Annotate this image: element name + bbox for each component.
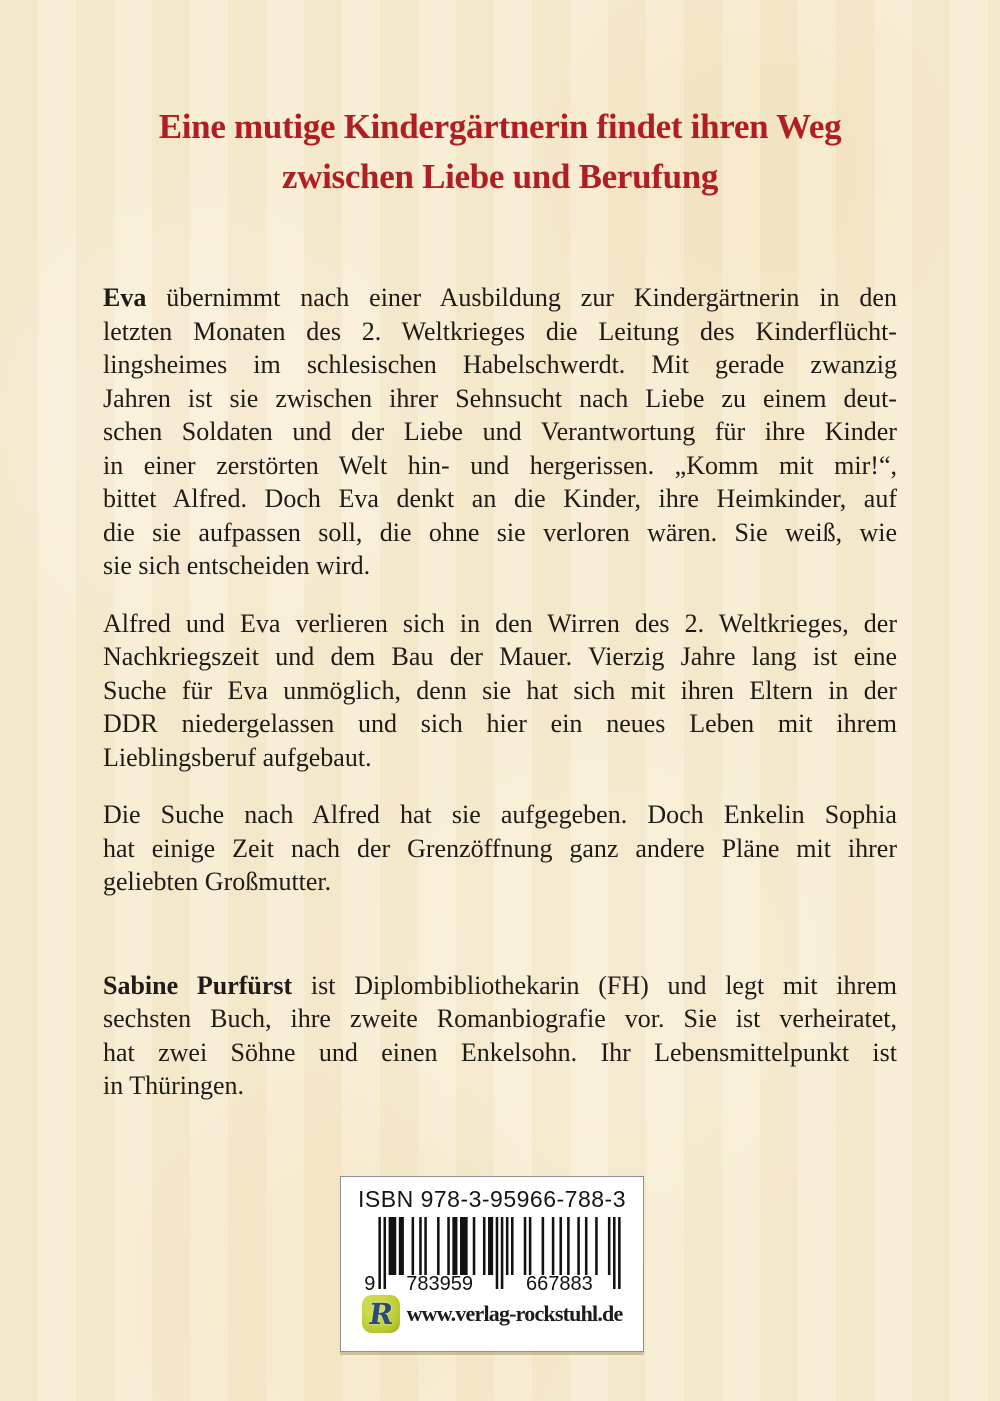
- text-line: Nachkriegszeit und dem Bau der Mauer. Vierzig Jahre lang ist eine: [103, 642, 898, 671]
- publisher-url: www.verlag-rockstuhl.de: [406, 1301, 623, 1326]
- text-line: in Thüringen.: [103, 1071, 245, 1100]
- text-line: Lieblingsberuf aufgebaut.: [103, 742, 372, 772]
- text-line: lingsheimes im schlesischen Habelschwerdt. Mit gerade zwanzig: [103, 350, 898, 379]
- text-line: DDR niedergelassen und sich hier ein neues Leben mit ihrem: [103, 709, 898, 738]
- text-line: in einer zerstörten Welt hin- und hergerissen. „Komm mit mir!“,: [103, 450, 897, 480]
- synopsis-paragraph-3: [103, 798, 897, 899]
- logo-letter: R: [366, 1296, 396, 1331]
- text-line: geliebten Großmutter.: [103, 867, 332, 896]
- text-line: Alfred und Eva verlieren sich in den Wirren des 2. Weltkrieges, der: [103, 608, 897, 638]
- svg-text:667883: 667883: [526, 1273, 593, 1293]
- body-text: [103, 281, 897, 1103]
- publisher-row: [341, 1295, 643, 1333]
- author-bio-paragraph: [103, 969, 897, 1103]
- text-line: sechsten Buch, ihre zweite Romanbiografie vor. Sie ist verheiratet,: [103, 1004, 897, 1033]
- text-line: Die Suche nach Alfred hat sie aufgegeben. Doch Enkelin Sophia: [103, 800, 897, 829]
- text-line: hat zwei Söhne und einen Enkelsohn. Ihr Lebensmittelpunkt ist: [103, 1037, 897, 1067]
- isbn-box: [340, 1176, 644, 1352]
- text-line: hat einige Zeit nach der Grenzöffnung ganz andere Pläne mit ihrer: [103, 833, 897, 863]
- text-line: Suche für Eva unmöglich, denn sie hat sich mit ihren Eltern in der: [103, 675, 897, 705]
- rockstuhl-logo-icon: [362, 1295, 400, 1333]
- tagline-line-2: zwischen Liebe und Berufung: [281, 157, 719, 196]
- text-line: Sabine Purfürst ist Diplombibliothekarin (FH) und legt mit ihrem: [103, 970, 897, 1000]
- synopsis-paragraph-2: [103, 607, 897, 775]
- text-line: Eva übernimmt nach einer Ausbildung zur Kindergärtnerin in den: [103, 283, 897, 312]
- tagline-line-1: Eine mutige Kindergärtnerin findet ihren Weg: [158, 107, 842, 146]
- text-line: Jahren ist sie zwischen ihrer Sehnsucht nach Liebe zu einem deut-: [103, 383, 897, 413]
- isbn-label: ISBN 978-3-95966-788-3: [358, 1186, 626, 1212]
- text-line: sie sich entscheiden wird.: [103, 551, 371, 580]
- svg-text:783959: 783959: [406, 1273, 473, 1293]
- svg-text:9: 9: [364, 1273, 376, 1293]
- synopsis-paragraph-1: [103, 281, 897, 583]
- text-line: die sie aufpassen soll, die ohne sie verloren wären. Sie weiß, wie: [103, 517, 898, 547]
- tagline: [0, 0, 1000, 202]
- text-line: bittet Alfred. Doch Eva denkt an die Kinder, ihre Heimkinder, auf: [103, 484, 897, 513]
- text-line: schen Soldaten und der Liebe und Verantwortung für ihre Kinder: [103, 417, 897, 446]
- ean-barcode: [358, 1217, 626, 1293]
- text-line: letzten Monaten des 2. Weltkrieges die Leitung des Kinderflücht-: [103, 316, 897, 346]
